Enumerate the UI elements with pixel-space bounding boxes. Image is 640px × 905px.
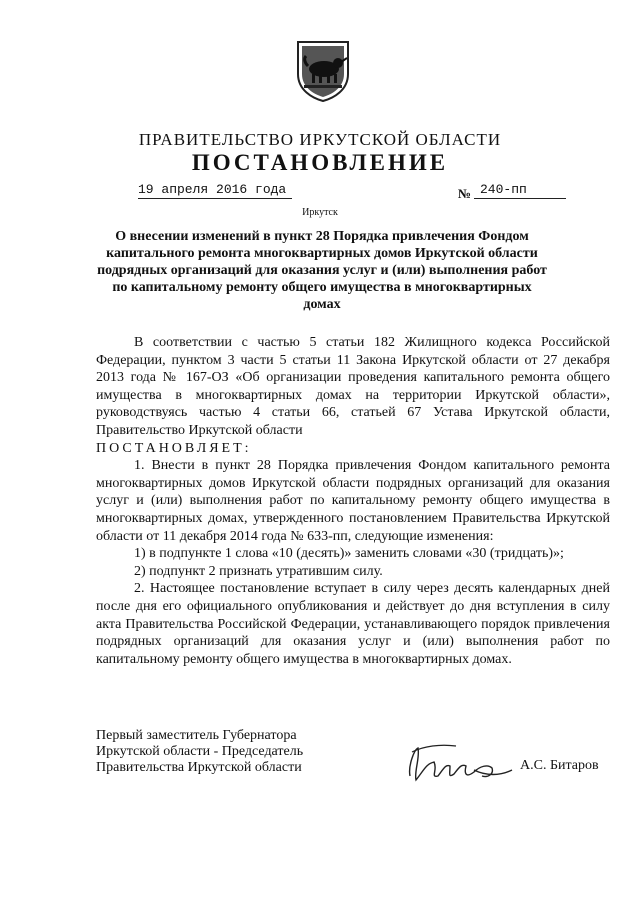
signer-name: А.С. Битаров <box>520 758 599 773</box>
handwritten-signature <box>404 740 514 784</box>
number-label: № <box>458 186 472 201</box>
preamble-paragraph: В соответствии с частью 5 статьи 182 Жилищного кодекса Российской Федерации, пунктом 3 части 5 статьи 11 Закона Иркутской области от 27 декабря 2013 года № 167-ОЗ «Об организации проведения капитального ремонта общего имущества в многоквартирных домах на территории Иркутской области», руководствуясь частью 4 статьи 66, статьей 67 Устава Иркутской области, Правительство Иркутской области <box>96 335 610 438</box>
document-body <box>96 334 610 668</box>
signer-position-line-1: Первый заместитель Губернатора <box>96 728 297 743</box>
document-date: 19 апреля 2016 года <box>138 181 292 199</box>
signer-position-line-2: Иркутской области - Председатель <box>96 744 304 759</box>
resolves-heading: ПОСТАНОВЛЯЕТ: <box>96 440 252 456</box>
item-1-paragraph: 1. Внести в пункт 28 Порядка привлечения Фондом капитального ремонта многоквартирных домов Иркутской области подрядных организаций для оказания услуг и (или) выполнения работ по капитальному ремонту общего имущества в многоквартирных домах, утвержденного постановлением Правительства Иркутской области от 11 декабря 2014 года № 633-пп, следующие изменения: <box>96 458 610 544</box>
organization-name: ПРАВИТЕЛЬСТВО ИРКУТСКОЙ ОБЛАСТИ <box>138 130 502 149</box>
item-1-subitem-2: 2) подпункт 2 признать утратившим силу. <box>134 563 383 579</box>
document-type: ПОСТАНОВЛЕНИЕ <box>191 150 449 175</box>
city-name: Иркутск <box>302 207 338 218</box>
coat-of-arms-icon <box>294 38 352 102</box>
item-1-subitem-1: 1) в подпункте 1 слова «10 (десять)» заменить словами «30 (тридцать)»; <box>134 546 564 562</box>
document-subject: О внесении изменений в пункт 28 Порядка привлечения Фондом капитального ремонта многоквартирных домов Иркутской области подрядных организаций для оказания услуг и (или) выполнения работ по капитальному ремонту общего имущества в многоквартирных домах <box>97 229 547 312</box>
signer-position-line-3: Правительства Иркутской области <box>96 760 302 775</box>
item-2-paragraph: 2. Настоящее постановление вступает в силу через десять календарных дней после дня его официального опубликования и действует до дня вступления в силу акта Правительства Российской Федерации, устанавливающего порядок привлечения подрядных организаций для оказания услуг и (или) выполнения работ по капитальному ремонту общего имущества в многоквартирных домах. <box>96 581 610 667</box>
signer-position <box>96 728 303 776</box>
document-number: 240-пп <box>474 181 566 199</box>
